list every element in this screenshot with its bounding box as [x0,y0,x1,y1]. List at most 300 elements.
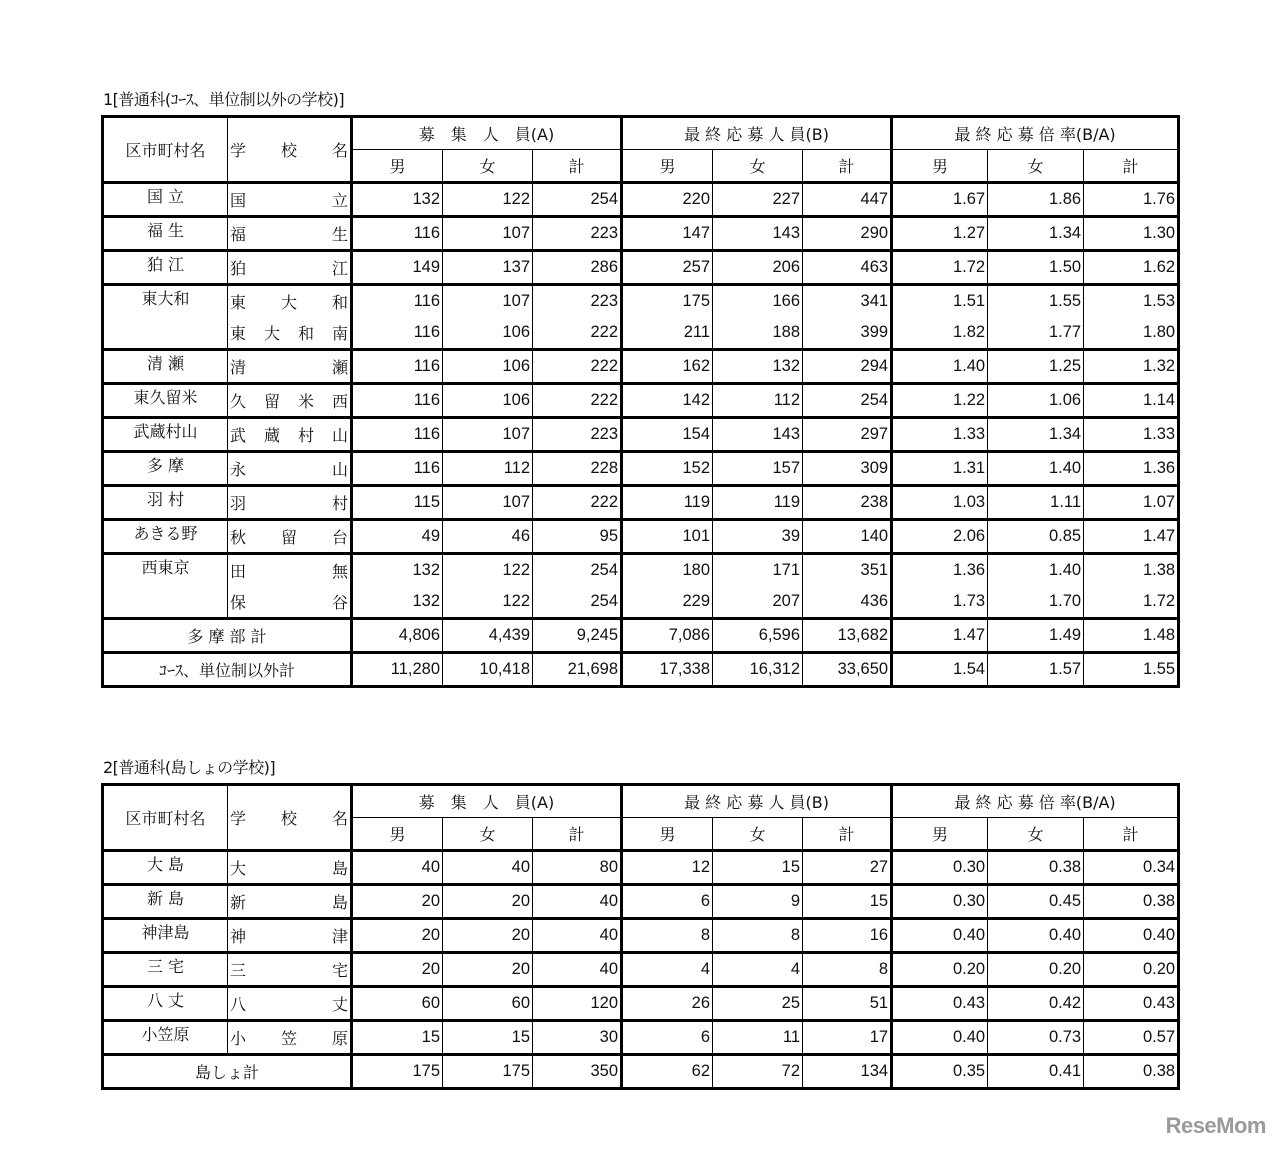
area-name: 東大和 [103,285,228,350]
school-name [228,217,352,251]
cell-b-female: 166 [713,285,803,318]
total-row [103,619,1179,653]
cell-r-female: 1.77 [988,317,1084,350]
school-name-label: 保谷 [230,593,348,612]
area-name: 西東京 [103,554,228,619]
school-name [228,384,352,418]
area-name: 新 島 [103,885,228,919]
header-male: 男 [892,150,988,183]
school-name-label: 東大和南 [230,324,348,343]
cell-r-total: 1.36 [1084,452,1179,486]
school-name-label: 福生 [230,225,348,244]
cell-r-total: 0.20 [1084,953,1179,987]
cell-r-total: 0.38 [1084,885,1179,919]
cell-b-female: 16,312 [713,653,803,687]
area-name: 三 宅 [103,953,228,987]
cell-a-female: 122 [443,183,533,217]
cell-r-male: 1.73 [892,586,988,619]
cell-a-female: 175 [443,1055,533,1089]
cell-b-female: 188 [713,317,803,350]
school-name-label: 田無 [230,562,348,581]
school-name [228,1021,352,1055]
cell-a-total: 120 [533,987,622,1021]
cell-a-total: 222 [533,384,622,418]
cell-b-female: 4 [713,953,803,987]
cell-a-total: 223 [533,285,622,318]
cell-a-female: 107 [443,486,533,520]
cell-a-female: 15 [443,1021,533,1055]
cell-r-female: 1.70 [988,586,1084,619]
cell-b-total: 463 [803,251,892,285]
cell-b-total: 341 [803,285,892,318]
cell-a-female: 106 [443,317,533,350]
cell-a-male: 116 [352,217,443,251]
cell-a-female: 107 [443,285,533,318]
cell-r-male: 0.40 [892,919,988,953]
cell-r-male: 1.67 [892,183,988,217]
school-name [228,885,352,919]
table-row [103,452,1179,486]
cell-r-total: 0.43 [1084,987,1179,1021]
cell-b-male: 180 [622,554,713,587]
cell-a-total: 30 [533,1021,622,1055]
area-name: 武蔵村山 [103,418,228,452]
cell-a-male: 49 [352,520,443,554]
header-row [103,785,1179,818]
cell-a-total: 286 [533,251,622,285]
header-male: 男 [622,150,713,183]
header-group-b: 最 終 応 募 人 員(B) [622,785,892,818]
cell-a-total: 80 [533,851,622,885]
cell-r-male: 2.06 [892,520,988,554]
cell-b-female: 227 [713,183,803,217]
table-row [103,350,1179,384]
cell-a-female: 106 [443,350,533,384]
cell-r-total: 0.38 [1084,1055,1179,1089]
cell-r-female: 0.85 [988,520,1084,554]
cell-a-total: 254 [533,586,622,619]
cell-b-male: 142 [622,384,713,418]
cell-a-male: 116 [352,350,443,384]
school-name-label: 東大和 [230,293,348,312]
cell-b-total: 294 [803,350,892,384]
cell-r-male: 0.35 [892,1055,988,1089]
cell-r-male: 1.33 [892,418,988,452]
header-total: 計 [1084,150,1179,183]
cell-b-male: 220 [622,183,713,217]
cell-a-total: 223 [533,418,622,452]
total-label: 多 摩 部 計 [103,619,352,653]
cell-r-female: 1.57 [988,653,1084,687]
header-male: 男 [352,150,443,183]
header-group-b: 最 終 応 募 人 員(B) [622,117,892,150]
cell-b-total: 290 [803,217,892,251]
cell-r-female: 0.20 [988,953,1084,987]
cell-b-male: 6 [622,885,713,919]
table-row [103,1021,1179,1055]
cell-b-total: 297 [803,418,892,452]
area-name: 八 丈 [103,987,228,1021]
cell-a-male: 132 [352,586,443,619]
cell-r-female: 1.25 [988,350,1084,384]
header-group-r: 最 終 応 募 倍 率(B/A) [892,785,1179,818]
cell-b-male: 101 [622,520,713,554]
header-row [103,117,1179,150]
header-group-r: 最 終 応 募 倍 率(B/A) [892,117,1179,150]
cell-b-female: 112 [713,384,803,418]
cell-b-male: 4 [622,953,713,987]
cell-r-total: 1.80 [1084,317,1179,350]
cell-r-total: 1.47 [1084,520,1179,554]
header-male: 男 [352,818,443,851]
cell-a-female: 107 [443,418,533,452]
header-area: 区市町村名 [103,785,228,851]
cell-r-male: 0.30 [892,885,988,919]
cell-b-male: 7,086 [622,619,713,653]
cell-r-male: 1.31 [892,452,988,486]
cell-b-total: 13,682 [803,619,892,653]
cell-r-total: 1.32 [1084,350,1179,384]
school-name-label: 八丈 [230,995,348,1014]
cell-r-male: 1.36 [892,554,988,587]
cell-b-total: 309 [803,452,892,486]
cell-a-male: 116 [352,418,443,452]
cell-a-female: 107 [443,217,533,251]
header-total: 計 [533,150,622,183]
area-name: あきる野 [103,520,228,554]
school-name [228,183,352,217]
table-row [103,251,1179,285]
cell-b-total: 351 [803,554,892,587]
header-school [228,117,352,183]
cell-a-male: 115 [352,486,443,520]
cell-b-female: 39 [713,520,803,554]
cell-r-total: 1.48 [1084,619,1179,653]
table-islands [101,783,1180,1090]
cell-a-male: 60 [352,987,443,1021]
cell-a-female: 106 [443,384,533,418]
cell-b-total: 8 [803,953,892,987]
cell-a-male: 40 [352,851,443,885]
area-name: 東久留米 [103,384,228,418]
header-total: 計 [1084,818,1179,851]
school-name [228,520,352,554]
cell-a-total: 222 [533,317,622,350]
cell-r-female: 1.34 [988,217,1084,251]
cell-b-female: 9 [713,885,803,919]
school-name [228,317,352,350]
cell-a-total: 254 [533,183,622,217]
cell-a-male: 149 [352,251,443,285]
cell-b-male: 175 [622,285,713,318]
cell-b-female: 171 [713,554,803,587]
school-name-label: 神津 [230,927,348,946]
cell-b-female: 143 [713,418,803,452]
header-female: 女 [713,150,803,183]
header-female: 女 [443,150,533,183]
cell-b-female: 6,596 [713,619,803,653]
area-name: 福 生 [103,217,228,251]
school-name-label: 三宅 [230,961,348,980]
total-label: ｺｰｽ、単位制以外計 [103,653,352,687]
cell-b-total: 399 [803,317,892,350]
header-school [228,785,352,851]
cell-a-total: 222 [533,486,622,520]
table-row [103,586,1179,619]
header-female: 女 [988,818,1084,851]
header-female: 女 [713,818,803,851]
cell-r-female: 0.40 [988,919,1084,953]
cell-r-male: 1.51 [892,285,988,318]
table-1-caption: 1[普通科(ｺｰｽ、単位制以外の学校)] [103,90,345,109]
cell-a-female: 112 [443,452,533,486]
cell-r-male: 0.30 [892,851,988,885]
cell-b-female: 11 [713,1021,803,1055]
cell-r-total: 1.30 [1084,217,1179,251]
cell-a-total: 40 [533,953,622,987]
cell-a-total: 9,245 [533,619,622,653]
area-name: 狛 江 [103,251,228,285]
cell-b-total: 27 [803,851,892,885]
header-group-a: 募 集 人 員(A) [352,117,622,150]
cell-r-total: 1.76 [1084,183,1179,217]
cell-r-female: 1.50 [988,251,1084,285]
cell-r-male: 0.43 [892,987,988,1021]
cell-a-male: 116 [352,452,443,486]
area-name: 小笠原 [103,1021,228,1055]
table-row [103,486,1179,520]
cell-r-female: 0.41 [988,1055,1084,1089]
cell-a-total: 223 [533,217,622,251]
total-row [103,653,1179,687]
cell-b-total: 15 [803,885,892,919]
cell-r-male: 1.47 [892,619,988,653]
table-row [103,317,1179,350]
cell-r-total: 1.53 [1084,285,1179,318]
cell-a-total: 228 [533,452,622,486]
cell-b-total: 16 [803,919,892,953]
cell-a-male: 132 [352,183,443,217]
total-label: 島しょ計 [103,1055,352,1089]
cell-a-male: 175 [352,1055,443,1089]
cell-r-female: 0.73 [988,1021,1084,1055]
cell-r-female: 0.45 [988,885,1084,919]
cell-r-total: 1.62 [1084,251,1179,285]
cell-r-male: 1.72 [892,251,988,285]
cell-b-male: 8 [622,919,713,953]
cell-b-male: 12 [622,851,713,885]
header-female: 女 [988,150,1084,183]
cell-a-male: 116 [352,285,443,318]
cell-r-female: 1.55 [988,285,1084,318]
school-name [228,452,352,486]
school-name-label: 久留米西 [230,392,348,411]
table-row [103,217,1179,251]
cell-a-male: 116 [352,384,443,418]
cell-a-female: 46 [443,520,533,554]
school-name [228,418,352,452]
header-total: 計 [803,150,892,183]
cell-b-male: 154 [622,418,713,452]
cell-b-total: 140 [803,520,892,554]
cell-a-female: 20 [443,885,533,919]
cell-r-total: 0.34 [1084,851,1179,885]
cell-b-total: 436 [803,586,892,619]
table-row [103,919,1179,953]
resemom-watermark-logo: ReseMom [1165,1113,1266,1138]
cell-b-total: 254 [803,384,892,418]
cell-a-male: 132 [352,554,443,587]
cell-a-total: 21,698 [533,653,622,687]
cell-b-male: 147 [622,217,713,251]
cell-r-female: 1.49 [988,619,1084,653]
cell-b-total: 238 [803,486,892,520]
cell-b-male: 6 [622,1021,713,1055]
table-row [103,554,1179,587]
header-total: 計 [533,818,622,851]
area-name: 大 島 [103,851,228,885]
header-group-a: 募 集 人 員(A) [352,785,622,818]
school-name-label: 小笠原 [230,1029,348,1048]
cell-a-female: 4,439 [443,619,533,653]
cell-r-female: 1.40 [988,554,1084,587]
school-name-label: 羽村 [230,494,348,513]
table-general-course [101,115,1180,688]
cell-r-total: 0.57 [1084,1021,1179,1055]
cell-a-female: 137 [443,251,533,285]
school-name [228,486,352,520]
cell-b-total: 17 [803,1021,892,1055]
header-male: 男 [622,818,713,851]
cell-a-female: 40 [443,851,533,885]
cell-r-male: 1.22 [892,384,988,418]
cell-b-total: 447 [803,183,892,217]
area-name: 多 摩 [103,452,228,486]
school-name-label: 武蔵村山 [230,426,348,445]
cell-a-total: 350 [533,1055,622,1089]
cell-b-female: 72 [713,1055,803,1089]
area-name: 神津島 [103,919,228,953]
cell-r-female: 1.06 [988,384,1084,418]
cell-b-female: 157 [713,452,803,486]
table-row [103,851,1179,885]
school-name [228,554,352,587]
cell-r-female: 1.11 [988,486,1084,520]
area-name: 国 立 [103,183,228,217]
school-name-label: 狛江 [230,259,348,278]
cell-r-male: 0.20 [892,953,988,987]
area-name: 羽 村 [103,486,228,520]
cell-r-total: 1.72 [1084,586,1179,619]
cell-b-female: 132 [713,350,803,384]
cell-b-female: 25 [713,987,803,1021]
table-2-caption: 2[普通科(島しょの学校)] [103,758,276,777]
cell-b-male: 62 [622,1055,713,1089]
cell-r-total: 1.14 [1084,384,1179,418]
school-name-label: 秋留台 [230,528,348,547]
school-name [228,919,352,953]
cell-a-male: 4,806 [352,619,443,653]
cell-b-female: 206 [713,251,803,285]
cell-a-male: 20 [352,953,443,987]
cell-b-female: 207 [713,586,803,619]
cell-b-male: 211 [622,317,713,350]
cell-r-female: 0.38 [988,851,1084,885]
cell-a-male: 15 [352,1021,443,1055]
cell-a-female: 20 [443,919,533,953]
cell-b-male: 152 [622,452,713,486]
area-name: 清 瀬 [103,350,228,384]
table-row [103,885,1179,919]
cell-r-female: 0.42 [988,987,1084,1021]
cell-b-male: 17,338 [622,653,713,687]
school-name [228,586,352,619]
cell-a-female: 122 [443,586,533,619]
cell-a-total: 40 [533,885,622,919]
cell-b-female: 15 [713,851,803,885]
cell-a-total: 40 [533,919,622,953]
school-name [228,285,352,318]
cell-a-male: 11,280 [352,653,443,687]
cell-b-female: 8 [713,919,803,953]
cell-b-total: 33,650 [803,653,892,687]
school-name-label: 国立 [230,191,348,210]
header-school-label: 学校名 [230,141,348,160]
cell-a-total: 95 [533,520,622,554]
cell-r-male: 1.27 [892,217,988,251]
cell-a-total: 254 [533,554,622,587]
cell-a-total: 222 [533,350,622,384]
table-row [103,987,1179,1021]
cell-b-total: 134 [803,1055,892,1089]
school-name [228,953,352,987]
cell-b-male: 257 [622,251,713,285]
cell-b-male: 26 [622,987,713,1021]
header-male: 男 [892,818,988,851]
school-name-label: 清瀬 [230,358,348,377]
cell-r-male: 1.54 [892,653,988,687]
school-name-label: 大島 [230,859,348,878]
cell-b-male: 229 [622,586,713,619]
cell-a-female: 20 [443,953,533,987]
total-row [103,1055,1179,1089]
school-name [228,851,352,885]
cell-a-male: 116 [352,317,443,350]
school-name [228,251,352,285]
cell-b-total: 51 [803,987,892,1021]
table-row [103,183,1179,217]
table-row [103,520,1179,554]
table-row [103,384,1179,418]
header-total: 計 [803,818,892,851]
cell-r-male: 0.40 [892,1021,988,1055]
header-school-label: 学校名 [230,809,348,828]
header-female: 女 [443,818,533,851]
school-name-label: 永山 [230,460,348,479]
cell-r-male: 1.82 [892,317,988,350]
school-name [228,350,352,384]
cell-r-total: 0.40 [1084,919,1179,953]
cell-b-male: 119 [622,486,713,520]
cell-r-female: 1.40 [988,452,1084,486]
cell-r-female: 1.86 [988,183,1084,217]
school-name-label: 新島 [230,893,348,912]
cell-a-female: 10,418 [443,653,533,687]
cell-r-male: 1.40 [892,350,988,384]
cell-r-female: 1.34 [988,418,1084,452]
cell-b-female: 119 [713,486,803,520]
header-area: 区市町村名 [103,117,228,183]
